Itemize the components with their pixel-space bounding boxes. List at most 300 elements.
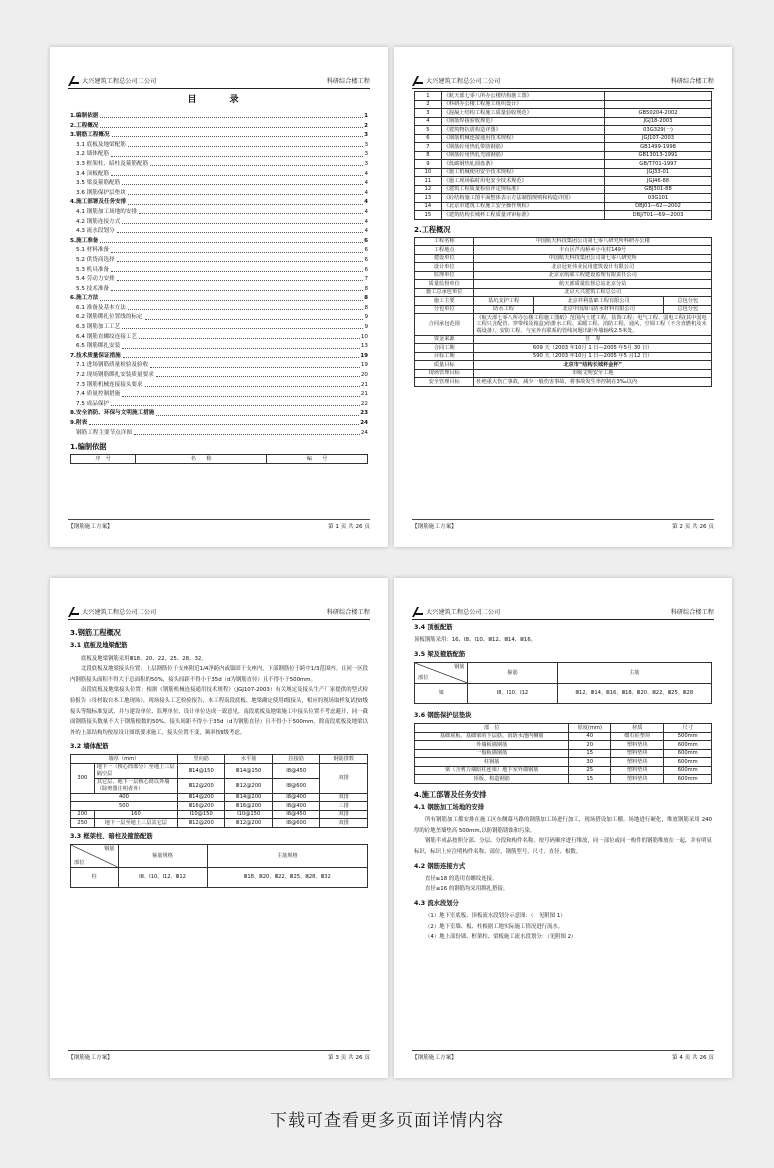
toc-entry: [70, 303, 368, 313]
toc-entry-title: 4.3 流水段划分: [76, 228, 115, 235]
table-cell: 7: [415, 143, 442, 152]
toc-leader-dots: [100, 127, 363, 128]
col-header-main: 主筋规格: [207, 845, 367, 868]
table-cell: 合同工期: [415, 344, 474, 353]
section-3-1-title: 3.1 底板及地梁配筋: [70, 642, 128, 650]
toc-entry: [70, 331, 368, 341]
toc-leader-dots: [128, 309, 364, 310]
table-cell: 《钢筋机械连接通用技术规程》: [441, 134, 604, 143]
table-cell: 20: [569, 741, 611, 750]
toc-leader-dots: [122, 223, 363, 224]
toc-entry-title: 5.5 技术准备: [76, 285, 110, 292]
overview-table: [414, 237, 712, 387]
toc-entry-title: 7.4 质量控制措施: [76, 391, 121, 398]
toc-entry-page: 10: [360, 333, 368, 340]
diagonal-header-cell: [71, 845, 119, 868]
table-cell: Ⅰ8、Ⅰ10、Ⅰ12: [468, 683, 557, 703]
col-header-code: 编 号: [267, 455, 368, 464]
table-row: [415, 369, 712, 378]
table-cell: Ⅲ16@200: [225, 802, 273, 811]
toc-leader-dots: [156, 376, 360, 377]
table-row: [415, 185, 712, 194]
toc-entry-page: 6: [364, 247, 368, 254]
table-cell: 03G101: [605, 194, 712, 203]
toc-entry: [70, 197, 368, 207]
table-cell: 塑料垫块: [611, 749, 664, 758]
toc-entry-title: 3.6 钢筋保护层垫块: [76, 189, 126, 196]
toc-leader-dots: [150, 165, 363, 166]
toc-leader-dots: [117, 232, 364, 233]
document-page-4: [394, 578, 732, 1078]
table-row: [415, 117, 712, 126]
toc-list: [70, 111, 368, 437]
table-cell: 三排: [320, 802, 368, 811]
toc-entry-page: 6: [364, 237, 368, 244]
page-footer: [412, 519, 714, 531]
table-cell: 600mm: [664, 749, 712, 758]
section-4-1-title: 4.1 钢筋加工场地的安排: [414, 803, 485, 811]
table-row: [415, 211, 712, 220]
toc-entry-title: 3.2 墙体配筋: [76, 151, 110, 158]
table-cell: 15: [415, 211, 442, 220]
toc-entry: [70, 139, 368, 149]
diagonal-header-cell: [415, 662, 468, 683]
footer-doc: 【钢筋施工方案】: [412, 1054, 457, 1061]
paragraph: 底板及地梁钢筋采用Ⅲ18、20、22、25、28、32。: [81, 655, 207, 662]
table-cell: [605, 100, 712, 109]
table-cell: 590 天（2003 年10月 1 日—2005 年5 月12 日）: [474, 352, 712, 361]
basis-table-header: [70, 454, 368, 464]
table-cell: 北京祥利基础工程有限公司: [533, 297, 664, 306]
toc-leader-dots: [100, 300, 363, 301]
table-cell: JGJ18-2003: [605, 117, 712, 126]
header-project: 科研综合楼工程: [326, 608, 370, 616]
toc-entry: [70, 351, 368, 361]
table-cell: 双排: [320, 763, 368, 793]
table-cell: 柱: [71, 868, 119, 888]
document-page-1: [50, 47, 388, 547]
table-cell: 《低碳钢热轧圆盘条》: [441, 160, 604, 169]
table-cell: 6: [415, 134, 442, 143]
table-cell: GB13013-1991: [605, 151, 712, 160]
col-header-rows: 钢筋排数: [320, 755, 368, 764]
toc-entry: [70, 149, 368, 159]
table-cell: Ⅰ8@600: [272, 778, 320, 793]
table-cell: Ⅲ12@200: [225, 778, 273, 793]
document-page-2: [394, 47, 732, 547]
table-cell: 600mm: [664, 758, 712, 767]
table-cell: 工程名称: [415, 237, 474, 246]
footer-page: 第 4 页 共 26 页: [672, 1054, 714, 1061]
toc-entry-page: 9: [364, 324, 368, 331]
toc-leader-dots: [111, 252, 363, 253]
table-cell: 5: [415, 126, 442, 135]
toc-entry-page: 21: [360, 391, 368, 398]
table-cell: 《航天部七零八所办公楼结构施工图》: [441, 92, 604, 101]
diag-top-label: 钢筋: [454, 663, 465, 670]
toc-entry-page: 4: [364, 218, 368, 225]
table-cell: 《施工机械使用安全技术规程》: [441, 168, 604, 177]
toc-entry: [70, 130, 368, 140]
table-row: [415, 263, 712, 272]
section-3-6-title: 3.6 钢筋保护层垫块: [414, 711, 472, 719]
paragraph: 南段底板及地梁接头位置：根据《钢筋机械连接通用技术规程》（JGJ107-2003）有关规定及接头生产厂家提供的型式检验报告（母材取自本工地现场），现场接头工艺检验报告，本工程南段底板、地梁确定使用Ⅰ级接头，相应的现场取样复试按Ⅰ级接头等级标准复试，并与建设单位、监理单位、设计单位达成一致意见，南段底板及地梁施工中接头位置不考虑避开，同一截面钢筋接头数量不大于钢筋根数的50%，接头间距不得小于35d（d为钢筋直径）且不得小于500mm，除南段底板及地梁以外的上部结构均按原设计图纸要求施工，接头位置不变，频率按Ⅱ级考虑。: [70, 687, 368, 736]
footer-page: 第 3 页 共 26 页: [328, 1054, 370, 1061]
table-cell: Ⅲ12、Ⅲ14、Ⅲ16、Ⅲ18、Ⅲ20、Ⅲ22、Ⅲ25、Ⅲ28: [557, 683, 711, 703]
toc-entry-page: 6: [364, 256, 368, 263]
paragraph: 所有钢筋加工都安排在施工区东侧幕马路的钢筋加工场进行加工，现场搭设加工棚。场地进行硬化，堆放钢筋采用 240 厚的砼地垄墙垫高 500mm,以防钢筋锈蚀和污染。: [414, 817, 712, 834]
col-header-name: 名 称: [136, 455, 267, 464]
table-cell: 合同承包范围: [415, 314, 474, 336]
table-cell: 《北京市建筑工程施工安全操作规程》: [441, 202, 604, 211]
toc-entry-page: 4: [364, 208, 368, 215]
table-cell: 北京市“结构长城杯金杯”: [474, 361, 712, 370]
table-row: [415, 194, 712, 203]
table-cell: 航天部质量监督总站北京分站: [474, 280, 712, 289]
table-cell: 4: [415, 117, 442, 126]
table-cell: [605, 92, 712, 101]
toc-entry-title: 7.1 进场钢筋质量检验及验收: [76, 362, 149, 369]
diag-top-label: 钢筋: [104, 846, 115, 853]
col-header-stirrup: 箍筋规格: [118, 845, 207, 868]
table-row: [415, 177, 712, 186]
toc-entry-page: 20: [360, 372, 368, 379]
toc-entry-title: 3.4 顶板配筋: [76, 170, 110, 177]
table-cell: Ⅰ8、Ⅰ10、Ⅰ12、Ⅲ12: [118, 868, 207, 888]
table-cell: 500: [71, 802, 178, 811]
table-cell: 梁（含剪力墙暗柱连梁）地下室外墙钢筋: [415, 766, 569, 775]
table-cell: GB1499-1998: [605, 143, 712, 152]
table-cell: 施工主要: [415, 297, 474, 306]
page-footer: [68, 519, 370, 531]
toc-leader-dots: [145, 319, 364, 320]
toc-entry: [70, 159, 368, 169]
table-row: [415, 109, 712, 118]
download-more-caption[interactable]: 下载可查看更多页面详情内容: [270, 1111, 504, 1131]
table-cell: 40: [569, 732, 611, 741]
table-row: [415, 254, 712, 263]
toc-leader-dots: [122, 184, 363, 185]
col-header-location: 部 位: [415, 724, 569, 733]
table-cell: 9: [415, 160, 442, 169]
table-row: [415, 134, 712, 143]
toc-entry-page: 7: [364, 276, 368, 283]
table-cell: 25: [569, 766, 611, 775]
toc-entry-page: 24: [360, 429, 368, 436]
toc-entry-page: 8: [364, 285, 368, 292]
toc-entry-page: 6: [364, 266, 368, 273]
table-cell: 分包单位: [415, 305, 474, 314]
table-row: [415, 305, 712, 314]
table-cell: 600mm: [664, 775, 712, 784]
table-cell: 1: [415, 92, 442, 101]
table-cell: 北京京航联工程建设监理有限责任公司: [474, 271, 712, 280]
table-row: [415, 732, 712, 741]
toc-entry-title: 5.4 劳动力安排: [76, 276, 115, 283]
table-cell: 目标工期: [415, 352, 474, 361]
table-cell: Ⅰ8@450: [272, 810, 320, 819]
header-project: 科研综合楼工程: [326, 77, 370, 85]
table-cell: 塑料垫块: [611, 741, 664, 750]
toc-entry-page: 9: [364, 314, 368, 321]
table-cell: 一般板墙钢筋: [415, 749, 569, 758]
table-cell: 监理单位: [415, 271, 474, 280]
toc-entry: [70, 399, 368, 409]
table-cell: 600mm: [664, 766, 712, 775]
section-1-title: 1.编制依据: [70, 441, 107, 451]
toc-leader-dots: [128, 204, 363, 205]
toc-entry-title: 3.钢筋工程概况: [70, 132, 110, 139]
toc-entry: [70, 408, 368, 418]
table-cell: 10: [415, 168, 442, 177]
table-cell: 地下一层至地上三层其它层: [94, 819, 177, 828]
toc-entry-title: 6.1 准备及基本方法: [76, 304, 126, 311]
page-body: [70, 624, 368, 888]
paragraph: （2）地下室墙、板、柱根据工地实际施工情况进行流水。: [425, 923, 564, 930]
toc-entry-page: 4: [364, 228, 368, 235]
table-row: [415, 202, 712, 211]
toc-entry-title: 4.施工部署及任务安排: [70, 199, 127, 206]
col-header-vertical: 竖向筋: [177, 755, 225, 764]
table-cell: 总包分包: [664, 297, 712, 306]
col-header-no: 序 号: [71, 455, 136, 464]
table-cell: 《砼结构施工图平面整体表示方法制图规则和构造详图》: [441, 194, 604, 203]
toc-entry-title: 6.3 钢筋加工工艺: [76, 324, 121, 331]
table-cell: 《航天部七零八所办公楼工程施工图纸》范围内土建工程、装饰工程；电气工程、弱电工程(其中弱电工程只含配管、穿带线及箱盒)给排水工程、采暖工程、消防工程、通风、空调工程（不含直燃机及末端设备）、安防工程、与室外有联系的管线问题出距外墙轴线2.5米处。: [474, 314, 712, 336]
table-row: [415, 314, 712, 336]
toc-entry: [70, 283, 368, 293]
toc-entry-page: 23: [360, 410, 368, 417]
toc-leader-dots: [128, 146, 364, 147]
toc-leader-dots: [111, 290, 363, 291]
page-body: [70, 93, 368, 464]
col-header-horizontal: 水平筋: [225, 755, 273, 764]
header-company: 大兴建筑工程总公司二公司: [426, 77, 501, 85]
toc-entry-page: 19: [360, 352, 368, 359]
toc-entry-page: 3: [364, 151, 368, 158]
table-cell: 250: [71, 819, 95, 828]
table-cell: 建设单位: [415, 254, 474, 263]
section-3-3-title: 3.3 框架柱、暗柱及箍筋配筋: [70, 832, 153, 840]
table-cell: JGJ33-01: [605, 168, 712, 177]
page-header: [412, 604, 714, 620]
section-4-3-title: 4.3 流水段划分: [414, 899, 459, 907]
table-row: [415, 92, 712, 101]
toc-entry-title: 3.5 梁及箍筋配筋: [76, 180, 121, 187]
table-row: [415, 775, 712, 784]
toc-entry-title: 3.3 框架柱、暗柱及箍筋配筋: [76, 160, 149, 167]
table-row: [415, 246, 712, 255]
table-row: [415, 271, 712, 280]
table-cell: Ⅲ16@200: [177, 802, 225, 811]
table-cell: 顶板、构造钢筋: [415, 775, 569, 784]
toc-entry-page: 24: [360, 420, 368, 427]
table-cell: 双排: [320, 793, 368, 802]
toc-entry-title: 7.2 现场钢筋绑扎安装质量要求: [76, 372, 154, 379]
toc-entry: [70, 427, 368, 437]
table-cell: DBJ/T01—69—2003: [605, 211, 712, 220]
toc-leader-dots: [111, 271, 363, 272]
toc-entry: [70, 418, 368, 428]
table-cell: 2: [415, 100, 442, 109]
table-cell: 北京大兴建筑工程总公司: [474, 288, 712, 297]
toc-leader-dots: [123, 357, 359, 358]
paragraph: 北段底板及地梁接头位置：上层钢筋位于支座附近1/4净跨内或锚固于支座内，下部钢筋位于跨中1/3范围内。且同一区段内钢筋接头面积不得大于总面积的50%，接头间距不得小于35d（d为钢筋直径）且不得小于500mm。: [70, 666, 368, 683]
basis-table: [414, 91, 712, 220]
toc-entry-page: 4: [364, 189, 368, 196]
section-3-title: 3.钢筋工程概况: [70, 628, 121, 637]
toc-entry-title: 6.施工方法: [70, 295, 99, 302]
toc-entry-title: 5.2 供货商选择: [76, 256, 115, 263]
page-header: [68, 73, 370, 89]
paragraph: 钢筋半成品按照分部、分层、分段和构件名称，按号码顺序进行堆放，同一部位或同一构件的钢筋堆放在一起，并有明显标识，标识上应注明构件名称、部位、钢筋型号、尺寸、直径、根数。: [414, 838, 712, 855]
table-cell: 丰台区芦沟桥乡小屯村149号: [474, 246, 712, 255]
toc-entry: [70, 178, 368, 188]
table-cell: GB50204-2002: [605, 109, 712, 118]
footer-page: 第 2 页 共 26 页: [672, 523, 714, 530]
toc-leader-dots: [150, 367, 360, 368]
table-cell: Ⅲ14@200: [177, 793, 225, 802]
toc-entry: [70, 389, 368, 399]
footer-doc: 【钢筋施工方案】: [68, 1054, 113, 1061]
table-cell: JGJ46-88: [605, 177, 712, 186]
table-cell: 工程地点: [415, 246, 474, 255]
toc-entry-title: 7.技术质量保证措施: [70, 352, 121, 359]
table-cell: 安全管理目标: [415, 378, 474, 387]
table-cell: Ⅲ12@200: [225, 819, 273, 828]
section-2-title: 2.工程概况: [414, 224, 451, 234]
toc-entry: [70, 207, 368, 217]
table-cell: Ⅲ12@200: [177, 819, 225, 828]
col-header-material: 材质: [611, 724, 664, 733]
page-header: [412, 73, 714, 89]
table-row: [415, 741, 712, 750]
footer-page: 第 1 页 共 26 页: [328, 523, 370, 530]
table-cell: 地下一（核心筒部分）至地上三层隔空层: [94, 763, 177, 778]
cover-block-table: [414, 723, 712, 784]
toc-entry: [70, 255, 368, 265]
table-cell: 《钢筋砼用热轧带肋钢筋》: [441, 143, 604, 152]
table-cell: 塑料垫块: [611, 758, 664, 767]
toc-entry-page: 13: [360, 343, 368, 350]
toc-leader-dots: [122, 348, 360, 349]
table-cell: 160: [94, 810, 177, 819]
header-project: 科研综合楼工程: [670, 608, 714, 616]
toc-entry-page: 3: [364, 160, 368, 167]
toc-leader-dots: [134, 434, 360, 435]
table-cell: 《建筑结构长城杯工程质量评审标准》: [441, 211, 604, 220]
toc-leader-dots: [111, 175, 363, 176]
toc-entry: [70, 370, 368, 380]
table-cell: 基础底板、基础梁的下层筋、消防水池内侧筋: [415, 732, 569, 741]
table-cell: 《建筑物抗震构造详图》: [441, 126, 604, 135]
table-cell: 北京中国海马防水材料有限公司: [533, 305, 664, 314]
col-header-tie: 拉接筋: [272, 755, 320, 764]
company-logo-icon: [68, 76, 79, 86]
table-row: [415, 297, 712, 306]
company-logo-icon: [412, 76, 423, 86]
toc-entry: [70, 360, 368, 370]
toc-entry: [70, 120, 368, 130]
toc-entry-title: 6.4 钢筋直螺纹连接工艺: [76, 333, 138, 340]
table-cell: 防水工程: [474, 305, 533, 314]
table-cell: 双排: [320, 810, 368, 819]
table-cell: 《施工现场临时用电安全技术规范》: [441, 177, 604, 186]
document-page-3: [50, 578, 388, 1078]
col-header-wall-thickness: 墙厚（mm）: [71, 755, 178, 764]
table-cell: 《钢筋砼用热轧光圆钢筋》: [441, 151, 604, 160]
toc-entry-title: 7.3 钢筋机械连接接头要求: [76, 381, 143, 388]
table-cell: 市级文明安全工地: [474, 369, 712, 378]
col-header-main: 主筋: [557, 662, 711, 683]
col-header-thickness: 厚度(mm): [569, 724, 611, 733]
toc-entry: [70, 312, 368, 322]
toc-entry-title: 2.工程概况: [70, 122, 99, 129]
toc-entry: [70, 341, 368, 351]
toc-leader-dots: [100, 117, 363, 118]
toc-leader-dots: [156, 415, 359, 416]
table-row: [415, 288, 712, 297]
table-cell: 外墙板墙钢筋: [415, 741, 569, 750]
toc-leader-dots: [117, 280, 364, 281]
header-project: 科研综合楼工程: [670, 77, 714, 85]
table-cell: Ⅰ8@600: [272, 819, 320, 828]
table-cell: 200: [71, 810, 95, 819]
table-cell: 总包分包: [664, 305, 712, 314]
footer-doc: 【钢筋施工方案】: [412, 523, 457, 530]
section-3-4-title: 3.4 顶板配筋: [414, 624, 453, 631]
table-cell: 质量监督单位: [415, 280, 474, 289]
table-cell: 中国航天科技集团公司第七零八研究所: [474, 254, 712, 263]
toc-entry: [70, 264, 368, 274]
table-cell: 塑料垫块: [611, 766, 664, 775]
footer-doc: 【钢筋施工方案】: [68, 523, 113, 530]
table-cell: 质量目标: [415, 361, 474, 370]
toc-entry: [70, 168, 368, 178]
toc-entry-page: 8: [364, 304, 368, 311]
column-rebar-table: [70, 844, 368, 888]
toc-entry: [70, 111, 368, 121]
toc-leader-dots: [111, 405, 360, 406]
table-cell: Ⅲ14@150: [225, 763, 273, 778]
table-cell: 30: [569, 758, 611, 767]
toc-entry: [70, 187, 368, 197]
header-company: 大兴建筑工程总公司二公司: [82, 77, 157, 85]
col-header-size: 尺寸: [664, 724, 712, 733]
table-cell: 15: [569, 749, 611, 758]
table-row: [415, 378, 712, 387]
table-cell: 609 天（2003 年10月 1 日—2005 年5月 30 日）: [474, 344, 712, 353]
toc-leader-dots: [112, 136, 364, 137]
table-cell: 自 筹: [474, 335, 712, 344]
table-cell: 《钢筋焊接验收规范》: [441, 117, 604, 126]
table-cell: Ⅰ10@150: [225, 810, 273, 819]
toc-leader-dots: [122, 328, 363, 329]
table-cell: 《科研办公楼工程施工组织设计》: [441, 100, 604, 109]
table-row: [415, 758, 712, 767]
table-row: [415, 237, 712, 246]
toc-entry: [70, 379, 368, 389]
table-cell: 11: [415, 177, 442, 186]
toc-title: 目 录: [187, 95, 251, 105]
toc-leader-dots: [122, 396, 360, 397]
table-cell: Ⅰ8@400: [272, 802, 320, 811]
table-cell: 3: [415, 109, 442, 118]
table-cell: 梁: [415, 683, 468, 703]
table-cell: 中国航天科技集团公司第七零八研究所科研办公楼: [474, 237, 712, 246]
table-row: [415, 361, 712, 370]
table-cell: 13: [415, 194, 442, 203]
